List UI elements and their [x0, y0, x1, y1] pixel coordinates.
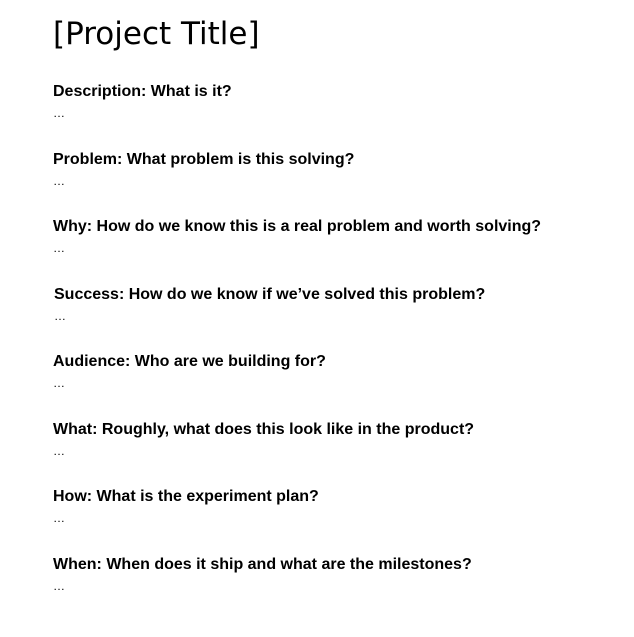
section-heading: When: When does it ship and what are the milestones?	[53, 556, 472, 573]
section-answer[interactable]: …	[53, 174, 65, 188]
section-when	[53, 555, 623, 593]
section-heading: Why: How do we know this is a real problem and worth solving?	[53, 218, 542, 235]
section-why	[53, 217, 623, 255]
section-answer[interactable]: …	[53, 511, 65, 525]
section-answer[interactable]: …	[53, 579, 65, 593]
section-heading: Problem: What problem is this solving?	[53, 151, 355, 168]
section-answer[interactable]: …	[53, 444, 65, 458]
section-answer[interactable]: …	[53, 106, 65, 120]
section-heading: Description: What is it?	[53, 83, 232, 100]
section-heading: How: What is the experiment plan?	[53, 488, 319, 505]
section-how	[53, 487, 623, 525]
section-heading: What: Roughly, what does this look like in the product?	[53, 421, 475, 438]
section-audience	[53, 352, 623, 390]
section-description	[53, 82, 623, 120]
project-title[interactable]: [Project Title]	[53, 16, 260, 52]
section-answer[interactable]: …	[53, 241, 65, 255]
section-answer[interactable]: …	[54, 309, 66, 323]
section-problem	[53, 150, 623, 188]
section-heading: Audience: Who are we building for?	[53, 353, 326, 370]
section-what	[53, 420, 623, 458]
section-success	[54, 285, 624, 323]
section-answer[interactable]: …	[53, 376, 65, 390]
section-heading: Success: How do we know if we’ve solved this problem?	[54, 286, 486, 303]
